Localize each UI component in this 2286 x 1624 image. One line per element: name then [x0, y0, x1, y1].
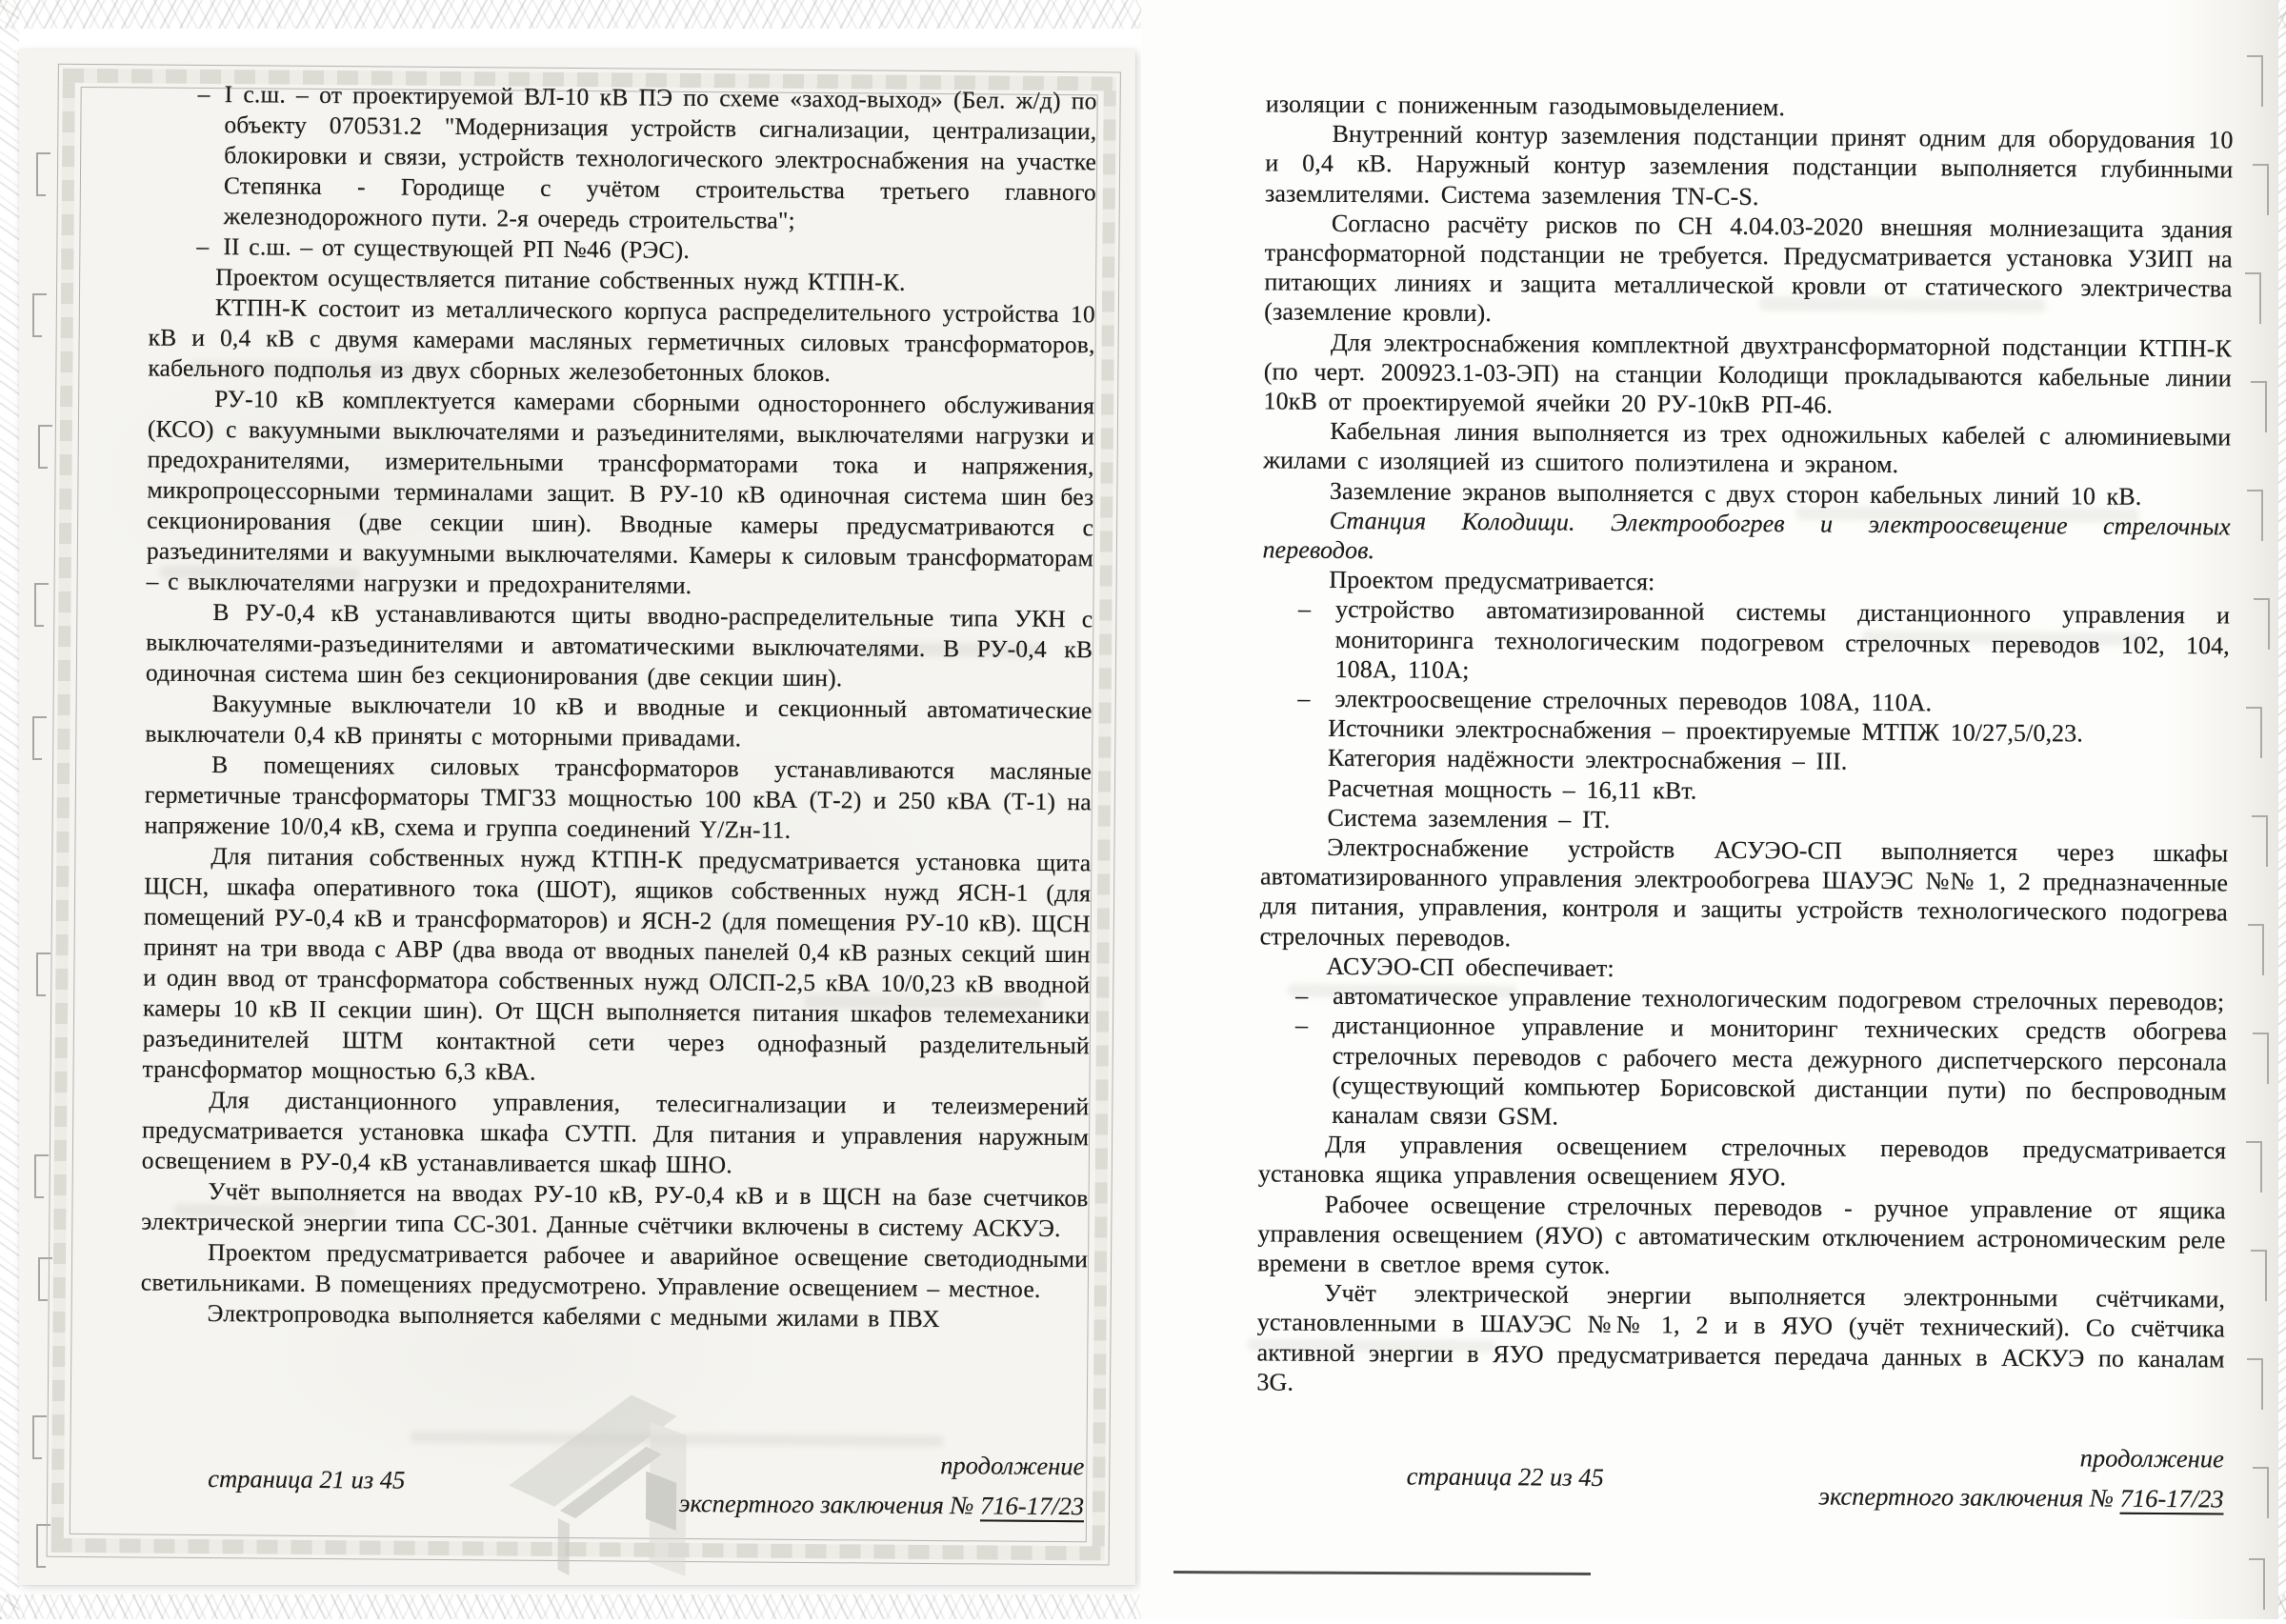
paragraph: Учёт электрической энергии выполняется электронными счётчиками, установленными в ШАУЭС №№ 1, 2 и в ЯУО (учёт технический). Со счётчика активной энергии в ЯУО предусматривается передача данных в АСКУЭ по каналам 3G. — [1256, 1279, 2226, 1396]
list-item-text: I с.ш. – от проектируемой ВЛ-10 кВ ПЭ по схеме «заход-выход» (Бел. ж/д) по объекту 070531.2 "Модернизация устройств сигнализации, централизации, блокировки и связи, устройств технологического электроснабжения на участке Степянка - Городище с учётом строительства третьего главного железнодорожного пути. 2-я очередь строительства"; — [223, 80, 1097, 234]
continuation-line1: продолжение — [940, 1451, 1085, 1481]
paragraph: Категория надёжности электроснабжения – III. — [1327, 744, 1848, 776]
expertise-number: 716-17/23 — [979, 1491, 1085, 1521]
paragraph: Проектом предусматривается: — [1329, 566, 1655, 596]
paragraph: РУ-10 кВ комплектуется камерами сборными одностороннего обслуживания (КСО) с вакуумными выключателями и разъединителями, выключателями нагрузки и предохранителями, измерительными трансформаторами тока и напряжения, микропроцессорными терминалами защит. В РУ-10 кВ одиночная система шин без секционирования (две секции шин). Вводные камеры предусматриваются с разъединителями и вакуумными выключателями. Камеры к силовым трансформаторам – с выключателями нагрузки и предохранителями. — [146, 385, 1095, 600]
paragraph: В РУ-0,4 кВ устанавливаются щиты вводно-распределительные типа УКН с выключателями-разъединителями и автоматическими выключателями. В РУ-0,4 кВ одиночная система шин без секционирования (две секции шин). — [145, 598, 1093, 692]
expertise-number: 716-17/23 — [2119, 1483, 2224, 1514]
bullet-text: дистанционное управление и мониторинг технических средств обогрева стрелочных переводов с рабочего места дежурного диспетчерского персонала (существующий компьютер Борисовской дистанции пути) по беспроводным каналам связи GSM. — [1332, 1012, 2228, 1131]
paragraph: Проектом предусматривается рабочее и аварийное освещение светодиодными светильниками. В помещениях предусмотрено. Управление освещением – местное. — [140, 1238, 1089, 1303]
paragraph: Для управления освещением стрелочных переводов предусматривается установка ящика управления освещением ЯУО. — [1257, 1130, 2227, 1192]
paragraph: АСУЭО-СП обеспечивает: — [1326, 952, 1614, 982]
page-number: страница 21 из 45 — [208, 1464, 406, 1494]
section-heading-italic: Станция Колодищи. Электрообогрев и электроосвещение стрелочных переводов. — [1262, 506, 2231, 565]
paragraph: Проектом осуществляется питание собственных нужд КТПН-К. — [215, 263, 906, 296]
bullet-dash: – — [1297, 684, 1311, 712]
bullet-dash: – — [1295, 981, 1309, 1010]
bullet-text: автоматическое управление технологическим подогревом стрелочных переводов; — [1333, 982, 2225, 1016]
page-21-sheet — [19, 50, 1135, 1585]
paragraph: Кабельная линия выполняется из трех одножильных кабелей с алюминиевыми жилами с изоляцией из сшитого полиэтилена и экраном. — [1263, 417, 2232, 479]
page-22-text-column — [1256, 89, 2234, 1403]
paragraph: Для дистанционного управления, телесигнализации и телеизмерений предусматривается установка шкафа СУТП. Для питания и управления наружным освещением в РУ-0,4 кВ устанавливается шкаф ШНО. — [141, 1086, 1090, 1179]
paragraph: В помещениях силовых трансформаторов устанавливаются масляные герметичные трансформаторы ТМГ33 мощностью 100 кВА (Т-2) и 250 кВА (Т-1) на напряжение 10/0,4 кВ, схема и группа соединений Y/Zн-11. — [144, 751, 1093, 844]
list-dash: – — [197, 79, 211, 109]
bullet-dash: – — [1297, 595, 1312, 624]
page-22-sheet — [1141, 0, 2278, 1619]
bullet-item — [1258, 1011, 2227, 1136]
list-item — [150, 79, 1097, 239]
paragraph: Для питания собственных нужд КТПН-К предусматривается установка щита ЩСН, шкафа оперативного тока (ШОТ), ящиков собственных нужд ЯСН-1 (для помещений РУ-0,4 кВ и трансформаторов) и ЯСН-2 (для помещения РУ-10 кВ). ЩСН принят на три ввода с АВР (два ввода от вводных панелей 0,4 кВ разных секций шин и один ввод от трансформатора собственных нужд ОЛСП-2,5 кВА 10/0,23 кВ вводной камеры 10 кВ II секции шин). От ЩСН выполняется питания шкафов телемеханики разъединителей ШТМ контактной сети через однофазный разделительный трансформатор мощностью 6,3 кВА. — [142, 842, 1092, 1086]
paragraph: Рабочее освещение стрелочных переводов - ручное управление от ящика управления освещением (ЯУО) с автоматическим отключением астрономическим реле времени в светлое время суток. — [1257, 1190, 2226, 1279]
paragraph: Согласно расчёту рисков по СН 4.04.03-2020 внешняя молниезащита здания трансформаторной подстанции не требуется. Предусматривается установка УЗИП на питающих линиях и защита металлической кровли от статического электричества (заземление кровли). — [1264, 209, 2233, 328]
paragraph: Электроснабжение устройств АСУЭО-СП выполняется через шкафы автоматизированного управления электрообогрева ШАУЭС №№ 1, 2 предназначенные для питания, управления, контроля и защиты устройств технологического подогрева стрелочных переводов. — [1259, 832, 2229, 952]
paragraph: Система заземления – IT. — [1327, 803, 1611, 833]
bullet-item — [1262, 594, 2231, 691]
continuation-line2: экспертного заключения № — [1818, 1481, 2120, 1513]
list-dash: – — [196, 231, 210, 261]
continuation-note — [1818, 1436, 2224, 1519]
paragraph: Внутренний контур заземления подстанции принят одним для оборудования 10 и 0,4 кВ. Наружный контур заземления подстанции выполняется глубинными заземлителями. Система заземления TN-C-S. — [1265, 120, 2234, 211]
paragraph: Для электроснабжения комплектной двухтрансформаторной подстанции КТПН-К (по черт. 200923.1-03-ЭП) на станции Колодищи прокладываются кабельные линии 10кВ от проектируемой ячейки 20 РУ-10кВ РП-46. — [1263, 328, 2233, 419]
continuation-line1: продолжение — [2079, 1443, 2224, 1474]
page-21-text-column — [140, 79, 1096, 1336]
paragraph: Источники электроснабжения – проектируемые МТПЖ 10/27,5/0,23. — [1328, 714, 2084, 748]
paragraph: Электропроводка выполняется кабелями с медными жилами в ПВХ — [207, 1299, 940, 1333]
bullet-text: устройство автоматизированной системы дистанционного управления и мониторинга технологическим подогревом стрелочных переводов 102, 104, 108А, 110А; — [1334, 595, 2231, 684]
continuation-note — [679, 1443, 1085, 1526]
paragraph: Заземление экранов выполняется с двух сторон кабельных линий 10 кВ. — [1329, 476, 2142, 511]
bullet-text: электроосвещение стрелочных переводов 108А, 110А. — [1334, 685, 1933, 717]
paragraph: изоляции с пониженным газодымовыделением. — [1265, 90, 1786, 122]
bullet-dash: – — [1294, 1011, 1309, 1040]
continuation-line2: экспертного заключения № — [678, 1488, 981, 1520]
paragraph: Расчетная мощность – 16,11 кВт. — [1327, 773, 1697, 805]
page-number: страница 22 из 45 — [1406, 1461, 1604, 1492]
paragraph: Учёт выполняется на вводах РУ-10 кВ, РУ-0,4 кВ и в ЩСН на базе счетчиков электрической энергии типа СС-301. Данные счётчики включены в систему АСКУЭ. — [141, 1177, 1089, 1243]
list-item-text: II с.ш. – от существующей РП №46 (РЭС). — [223, 232, 691, 264]
paragraph: КТПН-К состоит из металлического корпуса распределительного устройства 10 кВ и 0,4 кВ с двумя камерами масляных герметичных силовых трансформаторов, кабельного подполья из двух сборных железобетонных блоков. — [148, 293, 1095, 388]
paragraph: Вакуумные выключатели 10 кВ и вводные и секционный автоматические выключатели 0,4 кВ приняты с моторными привадами. — [145, 690, 1093, 752]
